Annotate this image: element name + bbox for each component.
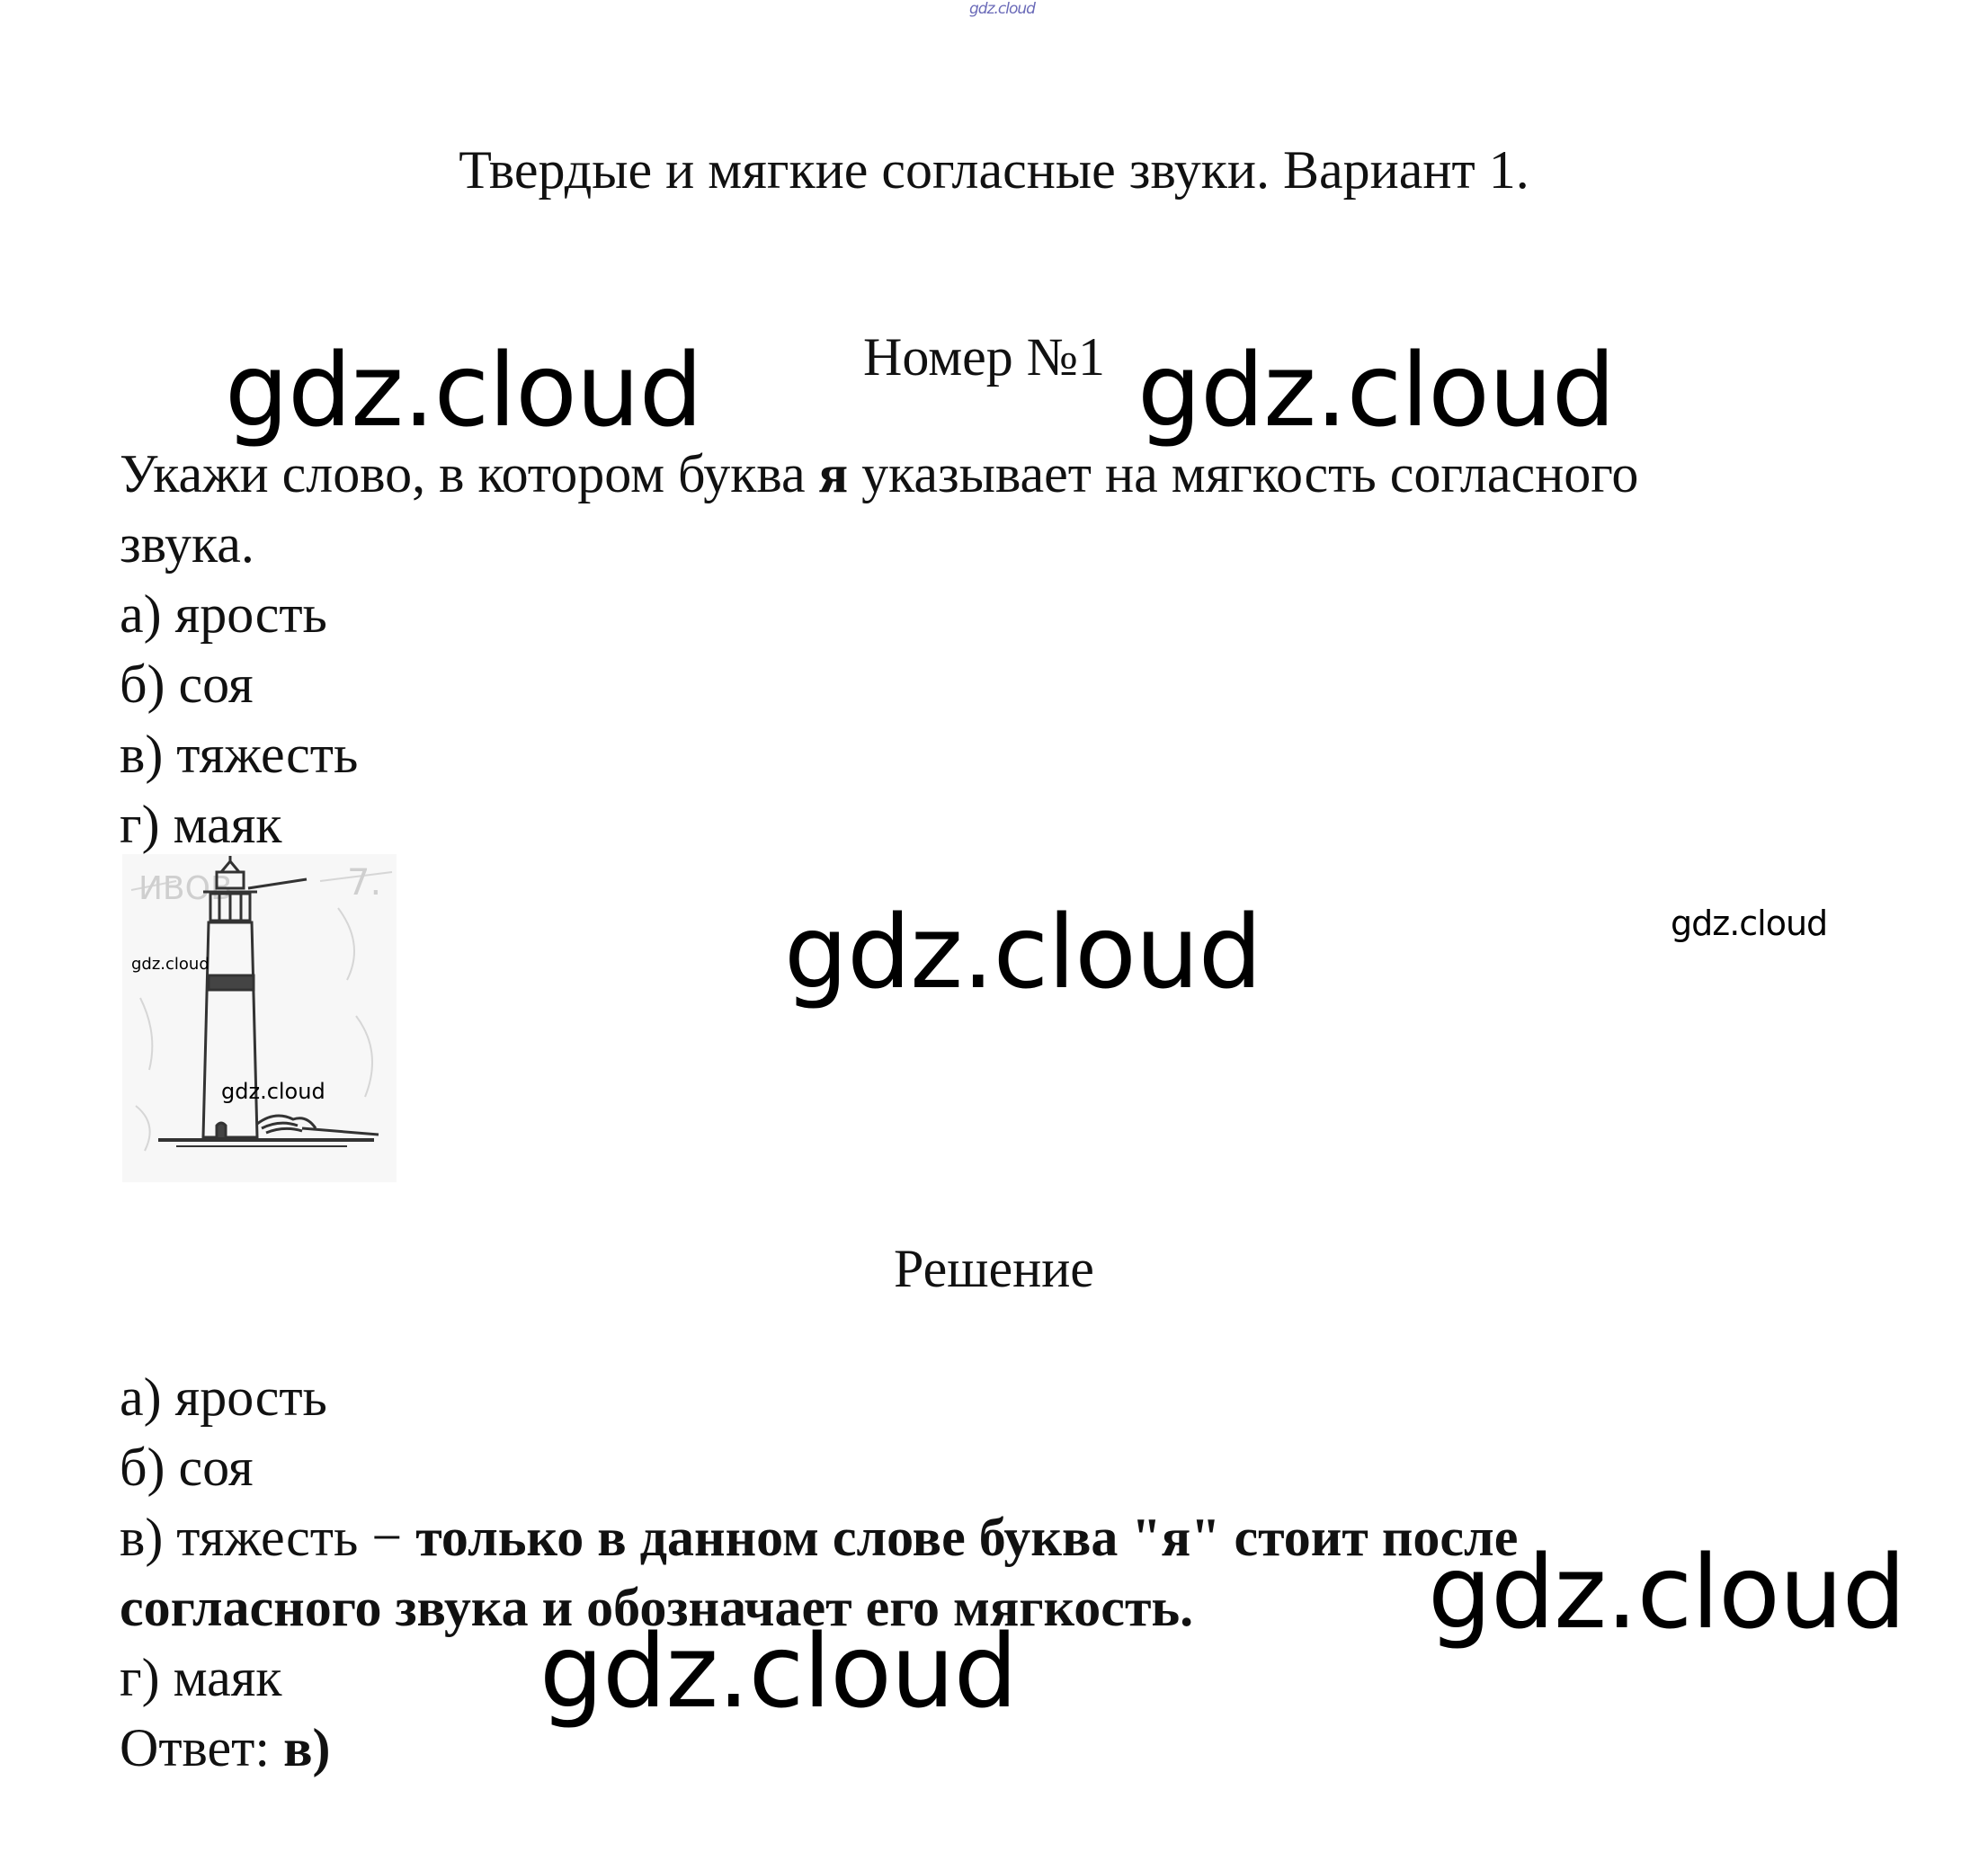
option-b: б) соя <box>120 654 254 714</box>
watermark-1: gdz.cloud <box>225 333 702 450</box>
lighthouse-icon <box>122 854 397 1182</box>
top-watermark: gdz.cloud <box>969 0 1035 18</box>
svg-text:ИВОВ: ИВОВ <box>138 870 233 907</box>
question-text-1: Укажи слово, в котором буква <box>120 444 819 503</box>
question-line-1 <box>120 439 1638 509</box>
question-line-2: звука. <box>120 514 254 574</box>
page-title: Твердые и мягкие согласные звуки. Вариант 1. <box>459 140 1529 200</box>
solution-heading: Решение <box>894 1239 1094 1298</box>
solution-option-b: б) соя <box>120 1438 254 1497</box>
task-number: Номер №1 <box>863 327 1106 387</box>
watermark-3: gdz.cloud <box>784 895 1261 1011</box>
solution-explanation-2: согласного звука и обозначает его мягкость. <box>120 1578 1194 1637</box>
option-d: г) маяк <box>120 795 282 854</box>
question-letter: я <box>818 444 849 503</box>
solution-option-c <box>120 1502 1518 1572</box>
solution-option-c-word: в) тяжесть − <box>120 1508 416 1567</box>
figure-watermark-1: gdz.cloud <box>131 955 209 974</box>
watermark-6: gdz.cloud <box>539 1614 1017 1731</box>
solution-option-a: а) ярость <box>120 1367 327 1427</box>
question-text-2: указывает на мягкость согласного <box>848 444 1639 503</box>
option-c: в) тяжесть <box>120 725 359 784</box>
watermark-4: gdz.cloud <box>1671 904 1828 943</box>
answer-line <box>120 1713 330 1783</box>
answer-label: Ответ: <box>120 1718 284 1777</box>
option-a: а) ярость <box>120 584 327 644</box>
lighthouse-figure <box>122 854 397 1182</box>
figure-watermark-2: gdz.cloud <box>221 1079 325 1104</box>
watermark-2: gdz.cloud <box>1137 333 1615 450</box>
answer-value: в) <box>283 1718 331 1777</box>
solution-explanation-1: только в данном слове буква "я" стоит после <box>415 1508 1519 1567</box>
svg-text:7.: 7. <box>347 862 382 904</box>
solution-option-d: г) маяк <box>120 1648 282 1707</box>
watermark-5: gdz.cloud <box>1428 1535 1905 1652</box>
